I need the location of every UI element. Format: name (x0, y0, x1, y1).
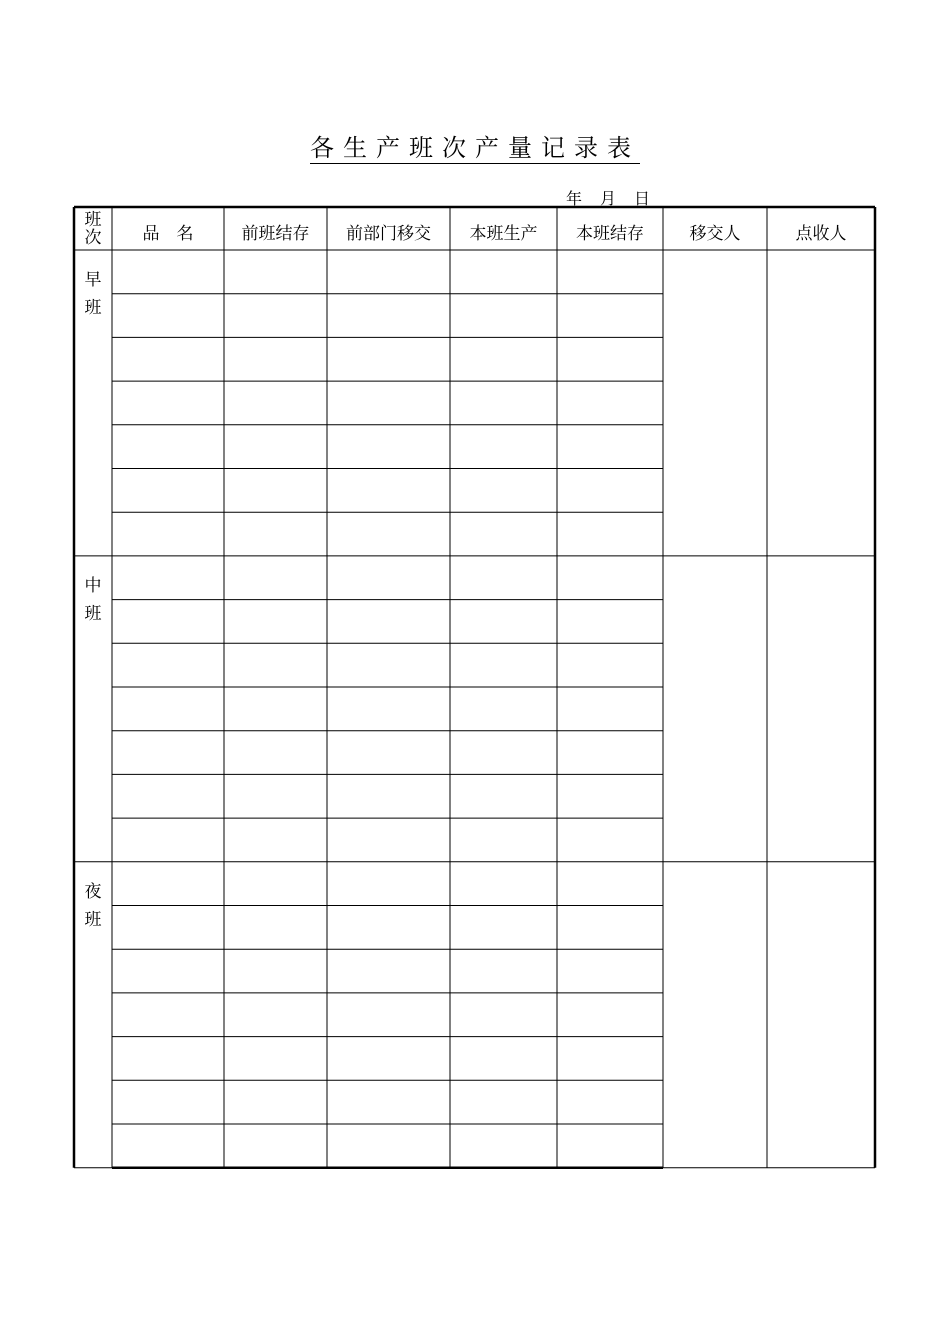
shift-label-middle-char-1: 中 (84, 576, 102, 596)
header-prev-shift-stock: 前班结存 (241, 224, 310, 244)
shift-label-morning-char-2: 班 (84, 298, 102, 318)
header-receiver: 点收人 (795, 224, 847, 244)
header-product-name: 品 名 (142, 224, 194, 244)
header-shift-char-1: 班 (84, 210, 102, 230)
shift-label-night-char-2: 班 (84, 910, 102, 930)
header-current-production: 本班生产 (469, 224, 538, 244)
header-handover-person: 移交人 (689, 224, 741, 244)
shift-label-morning (74, 266, 112, 322)
form-title-text: 各生产班次产量记录表 (310, 134, 640, 162)
header-current-stock: 本班结存 (576, 224, 644, 244)
shift-label-middle (74, 572, 112, 628)
header-prev-dept-transfer: 前部门移交 (346, 224, 431, 244)
shift-label-morning-char-1: 早 (84, 270, 102, 290)
shift-label-night (74, 878, 112, 934)
header-shift (74, 211, 112, 247)
date-label: 年 月 日 (566, 189, 652, 208)
header-shift-char-2: 次 (84, 228, 102, 248)
shift-label-middle-char-2: 班 (84, 604, 102, 624)
shift-label-night-char-1: 夜 (84, 882, 102, 902)
